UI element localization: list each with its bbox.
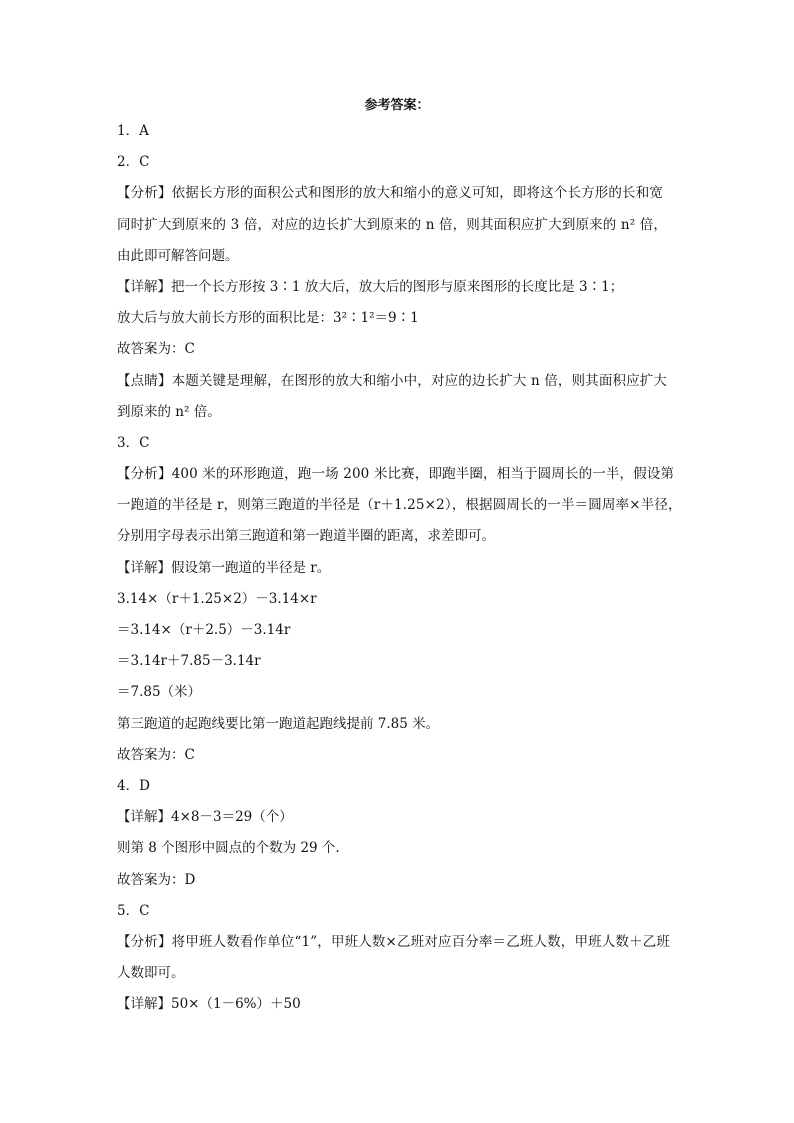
text-line: 【详解】50×（1－6%）＋50 (117, 996, 301, 1013)
text-line: 【分析】将甲班人数看作单位“1”，甲班人数×乙班对应百分率＝乙班人数，甲班人数＋乙班 (117, 933, 671, 950)
text-line: 同时扩大到原来的 3 倍，对应的边长扩大到原来的 n 倍，则其面积应扩大到原来的 n² 倍， (117, 216, 668, 233)
text-line: 人数即可。 (117, 965, 185, 982)
text-line: 【详解】把一个长方形按 3∶1 放大后，放大后的图形与原来图形的长度比是 3∶1； (117, 278, 624, 295)
text-line: 分别用字母表示出第三跑道和第一跑道半圈的距离，求差即可。 (117, 528, 495, 545)
text-line: 一跑道的半径是 r，则第三跑道的半径是（r＋1.25×2），根据圆周长的一半＝圆周率×半径， (117, 497, 682, 514)
text-line: 【详解】4×8－3＝29（个） (117, 809, 293, 826)
text-line: 放大后与放大前长方形的面积比是：3²∶1²＝9∶1 (117, 310, 419, 327)
text-line: 2．C (117, 154, 150, 171)
text-line: 则第 8 个图形中圆点的个数为 29 个. (117, 840, 340, 857)
text-line: 【详解】假设第一跑道的半径是 r。 (117, 559, 331, 576)
text-line: 由此即可解答问题。 (117, 247, 239, 264)
answer-body (117, 121, 687, 1025)
text-line: ＝3.14×（r＋2.5）－3.14r (117, 622, 291, 638)
text-line: 5．C (117, 902, 150, 919)
text-line: 故答案为：D (117, 871, 196, 888)
text-line: 故答案为：C (117, 341, 195, 358)
text-line: 1．A (117, 123, 149, 139)
text-line: ＝7.85（米） (117, 684, 202, 701)
page-title: 参考答案： (364, 98, 430, 113)
text-line: 第三跑道的起跑线要比第一跑道起跑线提前 7.85 米。 (117, 715, 440, 732)
text-line: ＝3.14r＋7.85－3.14r (117, 653, 261, 670)
text-line: 【点睛】本题关键是理解，在图形的放大和缩小中，对应的边长扩大 n 倍，则其面积应扩大 (117, 372, 668, 389)
text-line: 3．C (117, 434, 150, 451)
text-line: 【分析】400 米的环形跑道，跑一场 200 米比赛，即跑半圈，相当于圆周长的一半，假设第 (117, 466, 675, 483)
text-line: 到原来的 n² 倍。 (117, 403, 221, 420)
text-line: 4．D (117, 777, 150, 794)
text-line: 故答案为：C (117, 746, 195, 763)
text-line: 【分析】依据长方形的面积公式和图形的放大和缩小的意义可知，即将这个长方形的长和宽 (117, 185, 663, 202)
text-line: 3.14×（r＋1.25×2）－3.14×r (117, 590, 317, 607)
